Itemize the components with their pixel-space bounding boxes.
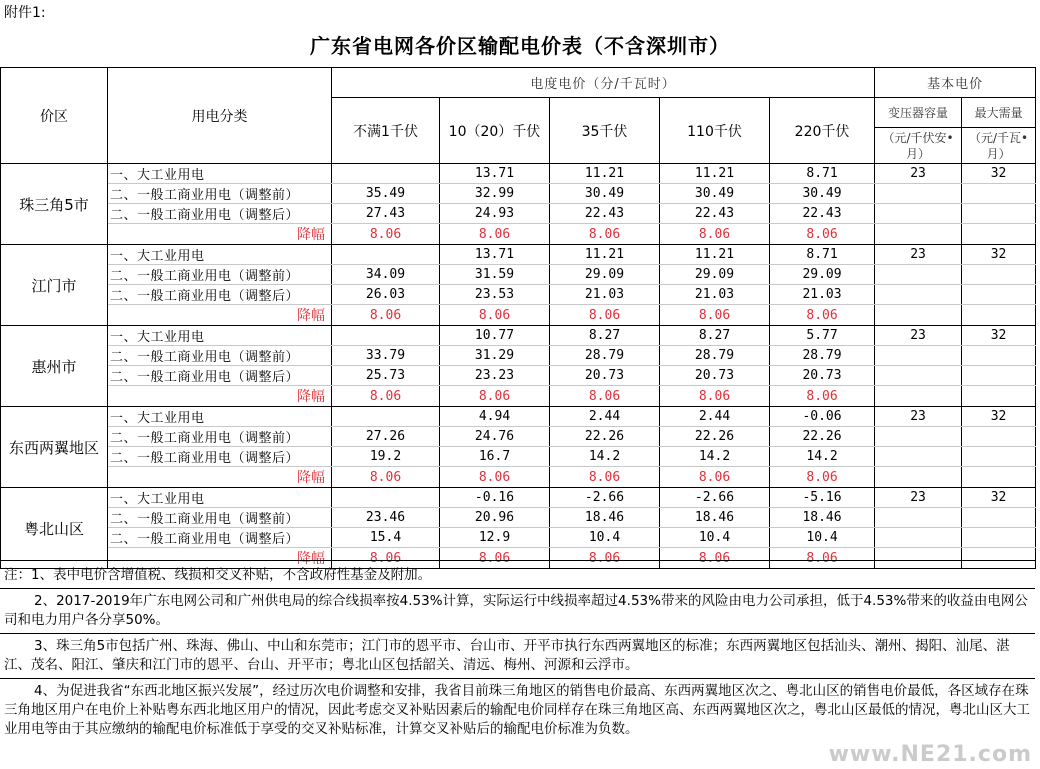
price-cell: 8.06: [440, 386, 550, 407]
price-cell: 29.09: [550, 265, 660, 285]
price-cell: 11.21: [550, 164, 660, 184]
demand-price-cell: [962, 346, 1036, 366]
price-cell: 8.71: [770, 164, 875, 184]
category-label: 一、大工业用电: [108, 326, 332, 346]
price-cell: 8.06: [550, 467, 660, 488]
category-label: 二、一般工商业用电（调整前）: [108, 427, 332, 447]
header-max-demand: 最大需量: [962, 98, 1036, 128]
price-cell: 34.09: [332, 265, 440, 285]
price-cell: 21.03: [660, 285, 770, 305]
header-voltage-3: 110千伏: [660, 98, 770, 164]
category-label: 一、大工业用电: [108, 245, 332, 265]
demand-price-cell: [962, 366, 1036, 386]
price-cell: 8.06: [332, 305, 440, 326]
category-label: 一、大工业用电: [108, 488, 332, 508]
price-cell: 8.06: [770, 467, 875, 488]
price-cell: [332, 164, 440, 184]
header-transformer-unit: （元/千伏安•月）: [875, 128, 962, 164]
price-cell: 30.49: [550, 184, 660, 204]
table-row: [1, 508, 1036, 528]
category-label: 二、一般工商业用电（调整后）: [108, 285, 332, 305]
price-cell: 8.06: [660, 224, 770, 245]
price-cell: 18.46: [770, 508, 875, 528]
table-row: [1, 204, 1036, 224]
note-2: 2、2017-2019年广东电网公司和广州供电局的综合线损率按4.53%计算，实际运行中线损率超过4.53%带来的风险由电力公司承担，低于4.53%带来的收益由电网公司和电力用户各分享50%。: [0, 589, 1035, 634]
price-table: [0, 67, 1036, 569]
transformer-price-cell: [875, 224, 962, 245]
category-label: 二、一般工商业用电（调整前）: [108, 184, 332, 204]
table-row: [1, 407, 1036, 427]
header-voltage-4: 220千伏: [770, 98, 875, 164]
demand-price-cell: [962, 467, 1036, 488]
price-cell: 8.06: [660, 386, 770, 407]
price-cell: 11.21: [550, 245, 660, 265]
transformer-price-cell: [875, 447, 962, 467]
table-row: [1, 447, 1036, 467]
attachment-label: 附件1:: [4, 5, 46, 21]
category-label: 二、一般工商业用电（调整后）: [108, 366, 332, 386]
price-cell: 31.29: [440, 346, 550, 366]
price-cell: 27.26: [332, 427, 440, 447]
table-row: [1, 224, 1036, 245]
region-name: 珠三角5市: [1, 164, 108, 245]
price-cell: 23.46: [332, 508, 440, 528]
price-cell: 21.03: [770, 285, 875, 305]
price-cell: 32.99: [440, 184, 550, 204]
transformer-price-cell: 23: [875, 245, 962, 265]
price-cell: -2.66: [550, 488, 660, 508]
price-cell: 10.4: [660, 528, 770, 548]
category-label: 一、大工业用电: [108, 164, 332, 184]
price-cell: 8.06: [770, 305, 875, 326]
price-cell: 11.21: [660, 245, 770, 265]
price-cell: 35.49: [332, 184, 440, 204]
price-cell: 31.59: [440, 265, 550, 285]
region-name: 粤北山区: [1, 488, 108, 569]
category-label: 二、一般工商业用电（调整后）: [108, 204, 332, 224]
transformer-price-cell: 23: [875, 326, 962, 346]
price-cell: 30.49: [660, 184, 770, 204]
price-cell: 22.43: [770, 204, 875, 224]
price-cell: -2.66: [660, 488, 770, 508]
demand-price-cell: [962, 508, 1036, 528]
reduction-label: 降幅: [108, 386, 332, 407]
price-cell: 20.73: [660, 366, 770, 386]
header-region: 价区: [1, 68, 108, 164]
table-row: [1, 164, 1036, 184]
transformer-price-cell: 23: [875, 488, 962, 508]
reduction-label: 降幅: [108, 548, 332, 569]
transformer-price-cell: [875, 528, 962, 548]
price-cell: 21.03: [550, 285, 660, 305]
category-label: 一、大工业用电: [108, 407, 332, 427]
table-row: [1, 305, 1036, 326]
category-label: 二、一般工商业用电（调整前）: [108, 508, 332, 528]
price-cell: 8.06: [660, 305, 770, 326]
price-cell: 15.4: [332, 528, 440, 548]
demand-price-cell: [962, 204, 1036, 224]
price-cell: 2.44: [660, 407, 770, 427]
transformer-price-cell: [875, 366, 962, 386]
table-row: [1, 245, 1036, 265]
transformer-price-cell: [875, 204, 962, 224]
reduction-label: 降幅: [108, 224, 332, 245]
price-cell: 8.06: [332, 224, 440, 245]
price-cell: 8.27: [550, 326, 660, 346]
transformer-price-cell: [875, 285, 962, 305]
category-label: 二、一般工商业用电（调整后）: [108, 528, 332, 548]
table-row: [1, 488, 1036, 508]
table-row: [1, 346, 1036, 366]
price-cell: 8.71: [770, 245, 875, 265]
price-cell: 8.06: [550, 224, 660, 245]
watermark: www.NE21.com: [828, 742, 1032, 767]
table-row: [1, 427, 1036, 447]
table-row: [1, 326, 1036, 346]
price-cell: 12.9: [440, 528, 550, 548]
transformer-price-cell: [875, 184, 962, 204]
price-cell: 8.27: [660, 326, 770, 346]
table-row: [1, 366, 1036, 386]
note-1: 注：1、表中电价含增值税、线损和交叉补贴，不含政府性基金及附加。: [0, 561, 1035, 589]
price-cell: -0.06: [770, 407, 875, 427]
price-cell: 22.26: [770, 427, 875, 447]
price-cell: 8.06: [332, 548, 440, 569]
price-cell: 22.43: [550, 204, 660, 224]
price-cell: [332, 326, 440, 346]
price-cell: 18.46: [660, 508, 770, 528]
price-cell: 29.09: [770, 265, 875, 285]
table-row: [1, 467, 1036, 488]
price-cell: 8.06: [770, 548, 875, 569]
price-cell: 8.06: [332, 386, 440, 407]
table-body: [1, 164, 1036, 569]
price-cell: 8.06: [770, 224, 875, 245]
reduction-label: 降幅: [108, 467, 332, 488]
transformer-price-cell: [875, 305, 962, 326]
price-cell: 30.49: [770, 184, 875, 204]
price-cell: 18.46: [550, 508, 660, 528]
note-4: 4、为促进我省“东西北地区振兴发展”，经过历次电价调整和安排，我省目前珠三角地区的销售电价最高、东西两翼地区次之、粤北山区的销售电价最低，各区域存在珠三角地区用户在电价上补贴粤东西北地区用户的情况，因此考虑交叉补贴因素后的输配电价同样存在珠三角地区高、东西两翼地区次之，粤北山区最低的情况，粤北山区大工业用电等由于其应缴纳的输配电价标准低于享受的交叉补贴标准，计算交叉补贴后的输配电价标准为负数。: [4, 683, 1030, 737]
header-transformer: 变压器容量: [875, 98, 962, 128]
header-voltage-1: 10（20）千伏: [440, 98, 550, 164]
price-cell: 8.06: [550, 386, 660, 407]
transformer-price-cell: [875, 427, 962, 447]
transformer-price-cell: [875, 508, 962, 528]
demand-price-cell: [962, 447, 1036, 467]
header-category: 用电分类: [108, 68, 332, 164]
transformer-price-cell: [875, 386, 962, 407]
price-cell: 28.79: [550, 346, 660, 366]
page-title: 广东省电网各价区输配电价表（不含深圳市）: [310, 34, 730, 58]
transformer-price-cell: [875, 467, 962, 488]
price-cell: 8.06: [440, 224, 550, 245]
demand-price-cell: [962, 184, 1036, 204]
category-label: 二、一般工商业用电（调整前）: [108, 265, 332, 285]
transformer-price-cell: 23: [875, 164, 962, 184]
price-cell: 24.93: [440, 204, 550, 224]
header-basic-price: 基本电价: [875, 68, 1036, 98]
price-cell: 27.43: [332, 204, 440, 224]
demand-price-cell: [962, 305, 1036, 326]
price-cell: [332, 488, 440, 508]
price-cell: 10.4: [550, 528, 660, 548]
category-label: 二、一般工商业用电（调整后）: [108, 447, 332, 467]
price-cell: 24.76: [440, 427, 550, 447]
notes-section: [0, 560, 1035, 742]
price-cell: 19.2: [332, 447, 440, 467]
price-cell: -0.16: [440, 488, 550, 508]
price-cell: 8.06: [660, 467, 770, 488]
price-cell: [332, 245, 440, 265]
region-name: 惠州市: [1, 326, 108, 407]
demand-price-cell: [962, 224, 1036, 245]
price-cell: [332, 407, 440, 427]
demand-price-cell: 32: [962, 164, 1036, 184]
demand-price-cell: [962, 427, 1036, 447]
transformer-price-cell: [875, 265, 962, 285]
price-cell: 2.44: [550, 407, 660, 427]
price-cell: 22.26: [550, 427, 660, 447]
price-cell: 8.06: [440, 467, 550, 488]
header-voltage-0: 不满1千伏: [332, 98, 440, 164]
category-label: 二、一般工商业用电（调整前）: [108, 346, 332, 366]
price-cell: 8.06: [440, 548, 550, 569]
table-row: [1, 285, 1036, 305]
price-cell: 28.79: [770, 346, 875, 366]
note-3: 3、珠三角5市包括广州、珠海、佛山、中山和东莞市；江门市的恩平市、台山市、开平市执行东西两翼地区的标准；东西两翼地区包括汕头、潮州、揭阳、汕尾、湛江、茂名、阳江、肇庆和江门市的恩平、台山、开平市；粤北山区包括韶关、清远、梅州、河源和云浮市。: [0, 634, 1035, 679]
table-row: [1, 265, 1036, 285]
price-cell: -5.16: [770, 488, 875, 508]
price-cell: 10.77: [440, 326, 550, 346]
region-name: 东西两翼地区: [1, 407, 108, 488]
price-cell: 4.94: [440, 407, 550, 427]
price-cell: 8.06: [770, 386, 875, 407]
price-cell: 5.77: [770, 326, 875, 346]
region-name: 江门市: [1, 245, 108, 326]
price-cell: 8.06: [440, 305, 550, 326]
demand-price-cell: 32: [962, 245, 1036, 265]
price-cell: 20.73: [550, 366, 660, 386]
demand-price-cell: [962, 386, 1036, 407]
header-energy-price: 电度电价（分/千瓦时）: [332, 68, 875, 98]
price-cell: 8.06: [332, 467, 440, 488]
price-cell: 11.21: [660, 164, 770, 184]
reduction-label: 降幅: [108, 305, 332, 326]
price-cell: 10.4: [770, 528, 875, 548]
price-cell: 8.06: [550, 305, 660, 326]
price-cell: 14.2: [550, 447, 660, 467]
header-max-demand-unit: （元/千瓦•月）: [962, 128, 1036, 164]
price-cell: 8.06: [550, 548, 660, 569]
transformer-price-cell: 23: [875, 407, 962, 427]
demand-price-cell: 32: [962, 326, 1036, 346]
price-cell: 20.73: [770, 366, 875, 386]
price-cell: 29.09: [660, 265, 770, 285]
price-cell: 14.2: [660, 447, 770, 467]
table-row: [1, 184, 1036, 204]
table-row: [1, 386, 1036, 407]
price-cell: 28.79: [660, 346, 770, 366]
demand-price-cell: 32: [962, 407, 1036, 427]
price-cell: 8.06: [660, 548, 770, 569]
price-cell: 20.96: [440, 508, 550, 528]
price-cell: 23.53: [440, 285, 550, 305]
price-cell: 23.23: [440, 366, 550, 386]
price-cell: 13.71: [440, 164, 550, 184]
demand-price-cell: 32: [962, 488, 1036, 508]
header-voltage-2: 35千伏: [550, 98, 660, 164]
price-cell: 16.7: [440, 447, 550, 467]
price-cell: 14.2: [770, 447, 875, 467]
transformer-price-cell: [875, 346, 962, 366]
price-cell: 22.26: [660, 427, 770, 447]
price-cell: 13.71: [440, 245, 550, 265]
price-cell: 22.43: [660, 204, 770, 224]
demand-price-cell: [962, 528, 1036, 548]
price-cell: 25.73: [332, 366, 440, 386]
demand-price-cell: [962, 265, 1036, 285]
table-row: [1, 528, 1036, 548]
price-cell: 26.03: [332, 285, 440, 305]
price-cell: 33.79: [332, 346, 440, 366]
demand-price-cell: [962, 285, 1036, 305]
